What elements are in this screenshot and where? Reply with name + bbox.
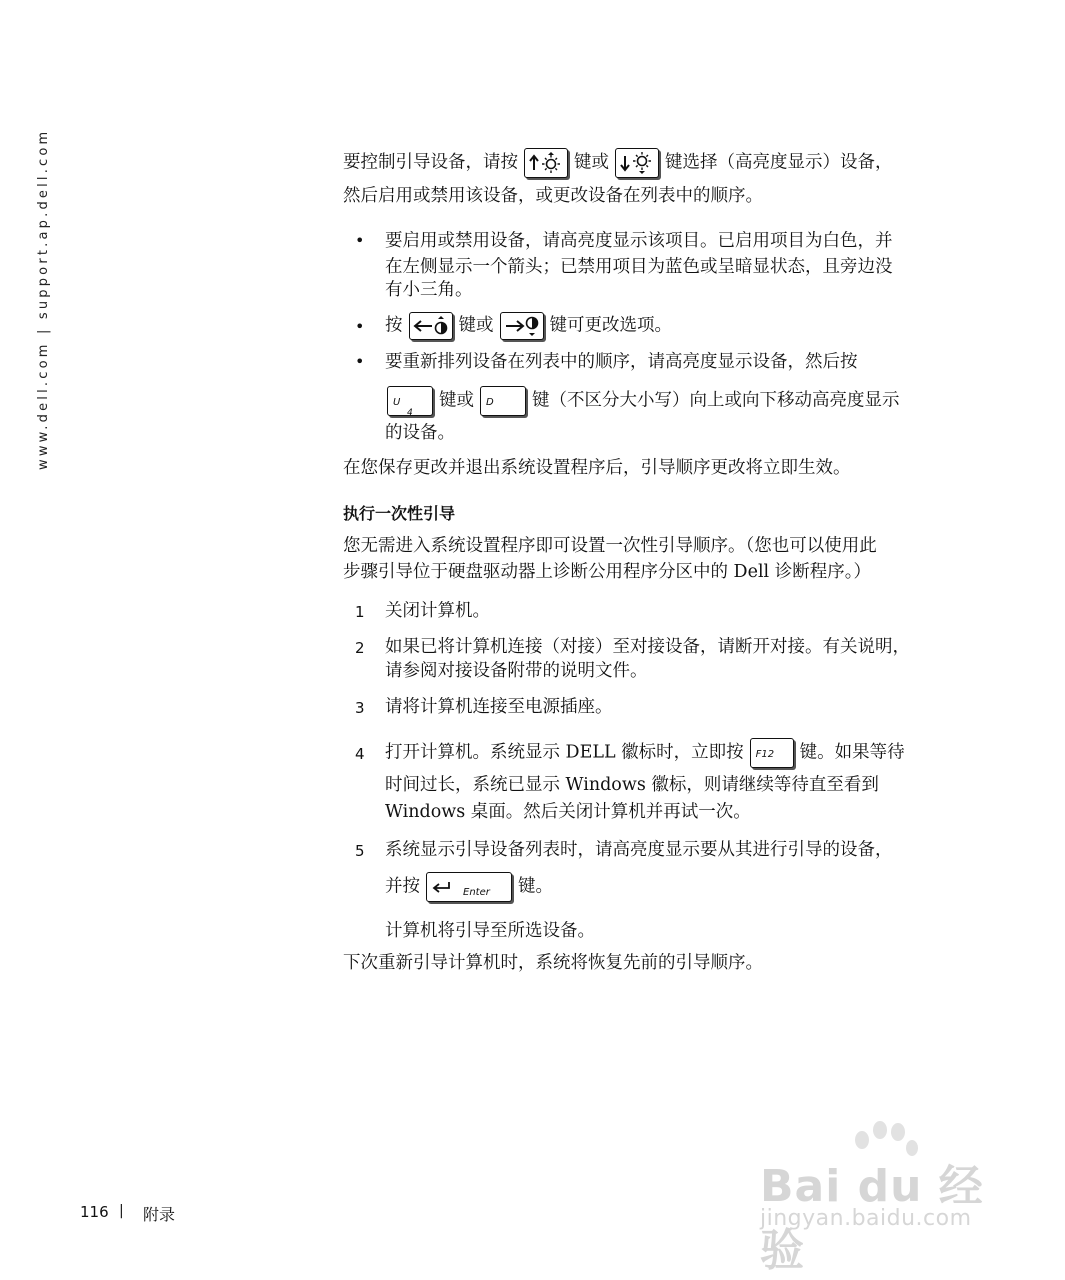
bullet-3-text-b: 键或 — [439, 390, 474, 411]
bullet-1-line-1: 要启用或禁用设备，请高亮度显示该项目。已启用项目为白色，并 — [385, 231, 893, 251]
footer-section: 附录 — [143, 1205, 176, 1224]
section-intro-line-1: 您无需进入系统设置程序即可设置一次性引导顺序。（您也可以使用此 — [343, 536, 877, 556]
step-2-number: 2 — [355, 639, 365, 657]
up-sun-icon — [525, 149, 567, 177]
step-1-number: 1 — [355, 603, 365, 621]
after-bullets: 在您保存更改并退出系统设置程序后，引导顺序更改将立即生效。 — [343, 458, 851, 478]
left-contrast-icon — [410, 313, 452, 339]
step-5-number: 5 — [355, 842, 365, 860]
bullet-mark: • — [355, 317, 365, 336]
baidu-watermark — [760, 1120, 1010, 1276]
watermark-main: Bai du 经验 — [760, 1161, 984, 1276]
intro-line-2: 然后启用或禁用该设备，或更改设备在列表中的顺序。 — [343, 186, 763, 206]
section-intro-line-2: 步骤引导位于硬盘驱动器上诊断公用程序分区中的 Dell 诊断程序。） — [343, 562, 871, 582]
d-key — [480, 386, 526, 416]
bullet-mark: • — [355, 352, 365, 371]
closing-text: 下次重新引导计算机时，系统将恢复先前的引导顺序。 — [343, 953, 763, 973]
up-brightness-key — [524, 148, 568, 178]
intro-text-a: 要控制引导设备，请按 — [343, 152, 518, 173]
bullet-3-text-c: 键（不区分大小写）向上或向下移动高亮度显示 — [532, 390, 900, 411]
step-5-text-b: 键。 — [518, 876, 553, 897]
step-5-result: 计算机将引导至所选设备。 — [385, 921, 595, 941]
step-3-number: 3 — [355, 699, 365, 717]
down-brightness-key — [615, 148, 659, 178]
step-3-text: 请将计算机连接至电源插座。 — [385, 697, 613, 717]
step-4-line-2: 时间过长，系统已显示 Windows 徽标，则请继续等待直至看到 — [385, 775, 879, 795]
bullet-2-text-c: 键可更改选项。 — [549, 315, 672, 336]
bullet-2-text-a: 按 — [385, 315, 403, 336]
side-url: www.dell.com | support.ap.dell.com — [36, 128, 51, 470]
left-contrast-key — [409, 312, 453, 340]
step-5-line-1: 系统显示引导设备列表时，请高亮度显示要从其进行引导的设备， — [385, 840, 893, 860]
bullet-1-line-3: 有小三角。 — [385, 280, 473, 300]
bullet-3-line-1: 要重新排列设备在列表中的顺序，请高亮度显示设备，然后按 — [385, 352, 858, 372]
step-5-line-2 — [385, 872, 553, 902]
f12-key — [750, 738, 794, 768]
step-4-line-3: Windows 桌面。然后关闭计算机并再试一次。 — [385, 802, 751, 822]
right-contrast-key — [500, 312, 544, 340]
intro-line-1 — [343, 148, 893, 178]
page-number: 116 — [80, 1203, 109, 1221]
step-4-text-b: 键。如果等待 — [799, 742, 905, 763]
footer-separator: | — [119, 1203, 124, 1219]
step-4-number: 4 — [355, 745, 365, 763]
intro-text-b: 键或 — [574, 152, 609, 173]
step-2-line-2: 请参阅对接设备附带的说明文件。 — [385, 661, 648, 681]
bullet-3-line-3: 的设备。 — [385, 423, 455, 443]
u-key-sublabel: 4 — [407, 408, 413, 418]
down-sun-icon — [616, 149, 658, 177]
intro-text-c: 键选择（高亮度显示）设备， — [665, 152, 893, 173]
u-key — [387, 386, 433, 416]
bullet-3-line-2 — [381, 386, 900, 416]
step-1-text: 关闭计算机。 — [385, 601, 490, 621]
bullet-1-line-2: 在左侧显示一个箭头；已禁用项目为蓝色或呈暗显状态，且旁边没 — [385, 257, 893, 277]
u-key-label: U — [393, 397, 401, 408]
right-contrast-icon — [501, 313, 543, 339]
bullet-mark: • — [355, 231, 365, 250]
bullet-2 — [385, 312, 672, 340]
step-4-text-a: 打开计算机。系统显示 DELL 徽标时，立即按 — [385, 742, 744, 763]
enter-key — [426, 872, 512, 902]
bullet-2-text-b: 键或 — [458, 315, 494, 336]
d-key-label: D — [486, 397, 494, 408]
section-heading: 执行一次性引导 — [343, 504, 456, 523]
watermark-url: jingyan.baidu.com — [760, 1206, 972, 1231]
step-5-text-a: 并按 — [385, 876, 420, 897]
enter-key-label: Enter — [463, 887, 490, 898]
step-2-line-1: 如果已将计算机连接（对接）至对接设备，请断开对接。有关说明， — [385, 637, 910, 657]
f12-key-label: F12 — [755, 749, 775, 760]
step-4-line-1 — [385, 738, 905, 768]
